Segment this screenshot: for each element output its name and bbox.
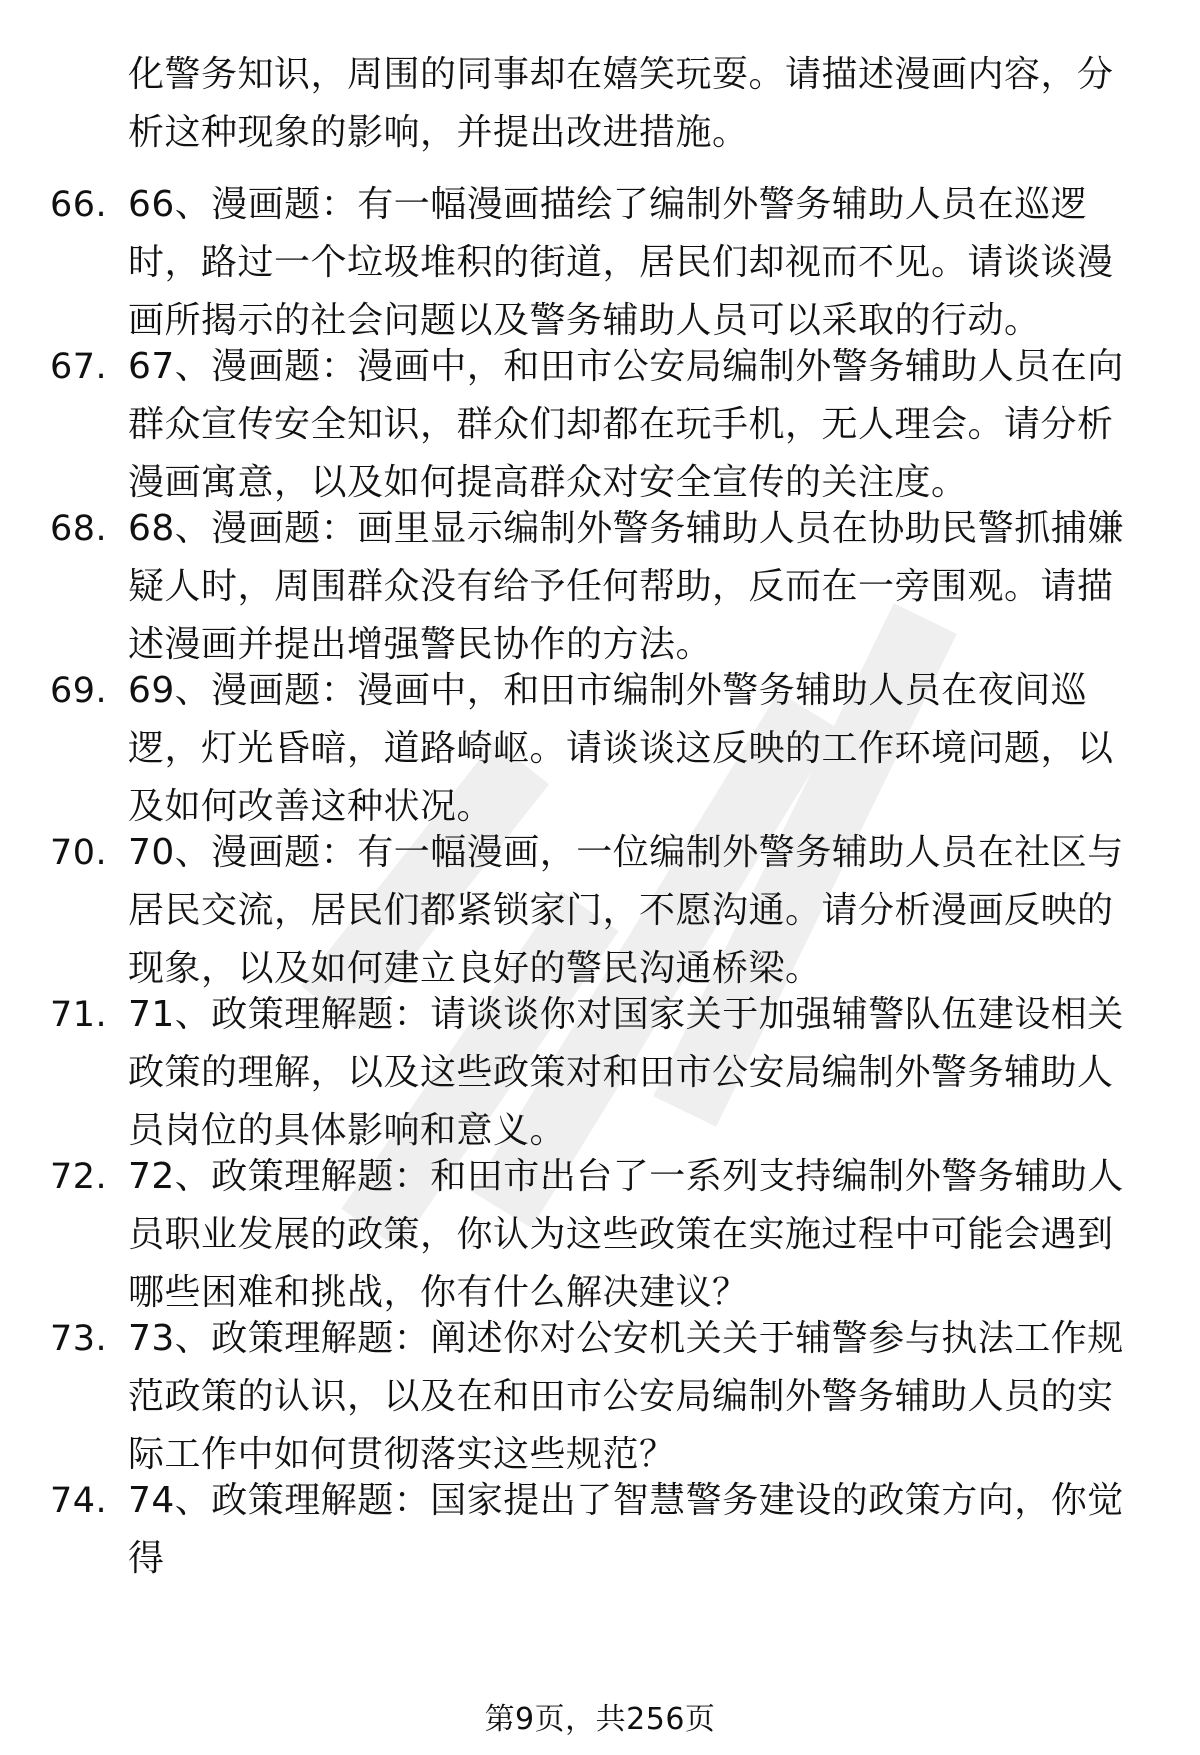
item-text: 67、漫画题：漫画中，和田市公安局编制外警务辅助人员在向群众宣传安全知识，群众们却都在玩手机，无人理会。请分析漫画寓意，以及如何提高群众对安全宣传的关注度。 (128, 346, 1124, 503)
list-item (50, 824, 1150, 998)
item-number: 68. (50, 509, 108, 549)
list-item (50, 500, 1150, 674)
item-text: 70、漫画题：有一幅漫画，一位编制外警务辅助人员在社区与居民交流，居民们都紧锁家门，不愿沟通。请分析漫画反映的现象，以及如何建立良好的警民沟通桥梁。 (128, 832, 1124, 989)
list-item (50, 338, 1150, 512)
item-number: 67. (50, 347, 108, 387)
continued-question-text: 化警务知识，周围的同事却在嬉笑玩耍。请描述漫画内容，分析这种现象的影响，并提出改进措施。 (128, 54, 1114, 153)
list-item (50, 662, 1150, 836)
list-item (50, 176, 1150, 350)
list-item (50, 986, 1150, 1160)
item-number: 74. (50, 1481, 108, 1521)
item-text: 69、漫画题：漫画中，和田市编制外警务辅助人员在夜间巡逻，灯光昏暗，道路崎岖。请谈谈这反映的工作环境问题，以及如何改善这种状况。 (128, 670, 1114, 827)
page-footer: 第9页，共256页 (484, 1702, 716, 1737)
list-item (50, 1148, 1150, 1322)
item-number: 71. (50, 995, 108, 1035)
item-number: 72. (50, 1157, 108, 1197)
item-text: 73、政策理解题：阐述你对公安机关关于辅警参与执法工作规范政策的认识，以及在和田市公安局编制外警务辅助人员的实际工作中如何贯彻落实这些规范？ (128, 1318, 1124, 1475)
item-text: 71、政策理解题：请谈谈你对国家关于加强辅警队伍建设相关政策的理解，以及这些政策对和田市公安局编制外警务辅助人员岗位的具体影响和意义。 (128, 994, 1124, 1151)
item-text: 72、政策理解题：和田市出台了一系列支持编制外警务辅助人员职业发展的政策，你认为这些政策在实施过程中可能会遇到哪些困难和挑战，你有什么解决建议？ (128, 1156, 1124, 1313)
item-text: 74、政策理解题：国家提出了智慧警务建设的政策方向，你觉得 (128, 1480, 1124, 1579)
item-number: 70. (50, 833, 108, 873)
list-item (50, 1472, 1150, 1588)
item-text: 66、漫画题：有一幅漫画描绘了编制外警务辅助人员在巡逻时，路过一个垃圾堆积的街道，居民们却视而不见。请谈谈漫画所揭示的社会问题以及警务辅助人员可以采取的行动。 (128, 184, 1114, 341)
item-number: 73. (50, 1319, 108, 1359)
item-text: 68、漫画题：画里显示编制外警务辅助人员在协助民警抓捕嫌疑人时，周围群众没有给予任何帮助，反而在一旁围观。请描述漫画并提出增强警民协作的方法。 (128, 508, 1124, 665)
list-item (50, 1310, 1150, 1484)
item-number: 66. (50, 185, 108, 225)
item-number: 69. (50, 671, 108, 711)
